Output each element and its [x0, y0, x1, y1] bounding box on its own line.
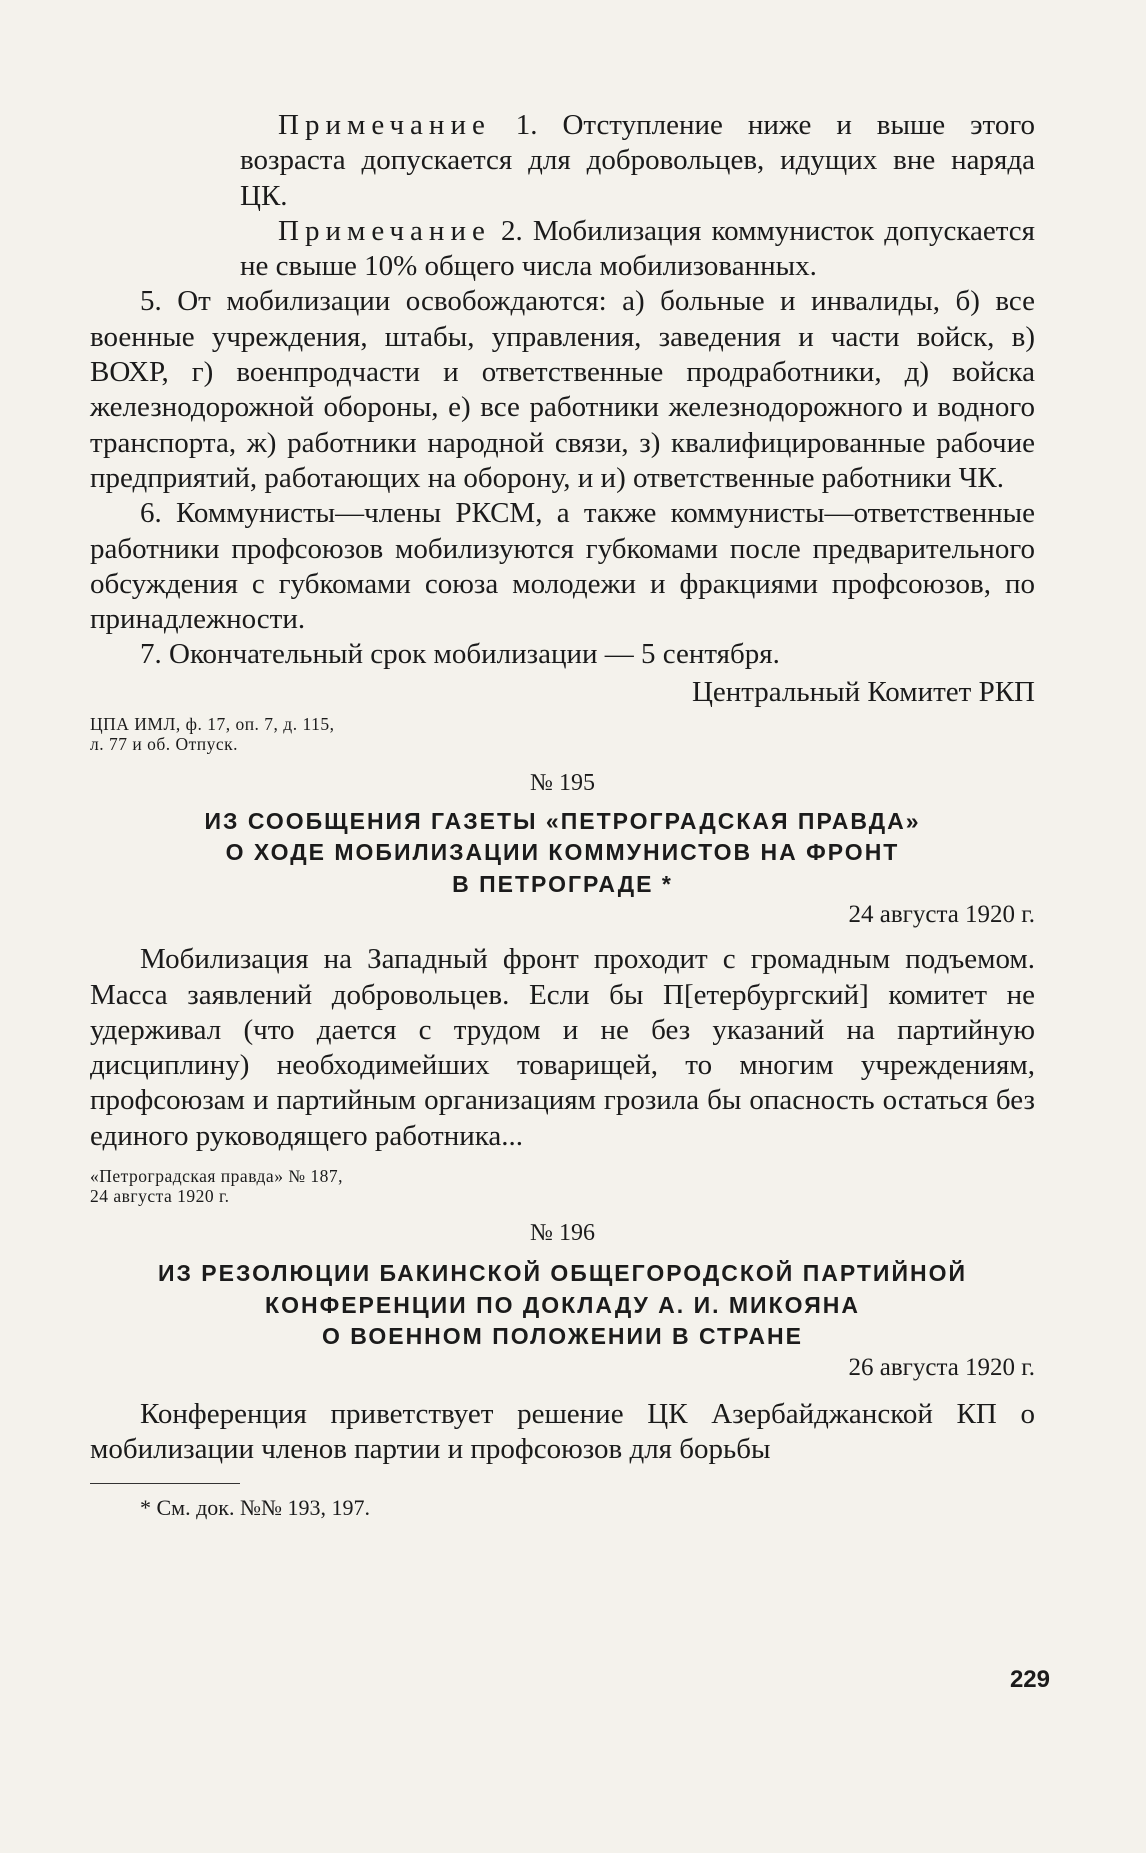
- document-196-body: Конференция приветствует решение ЦК Азербайджанской КП о мобилизации членов партии и профсоюзов для борьбы: [90, 1397, 1035, 1465]
- document-196-title-line-3: О ВОЕННОМ ПОЛОЖЕНИИ В СТРАНЕ: [322, 1323, 803, 1350]
- document-195-body: Мобилизация на Западный фронт проходит с громадным подъемом. Масса заявлений добровольцев. Если бы П[етербургский] комитет не удерживал (что дается с трудом и не без указаний на партийную дисциплину) необходимейших товарищей, то многим учреждениям, профсоюзам и партийным организациям грозила бы опасность остаться без единого руководящего работника...: [90, 943, 1035, 1152]
- note-2-text: 2. Мобилизация коммунисток допускается не свыше 10% общего числа мобилизованных.: [240, 214, 1035, 283]
- signature: Центральный Комитет РКП: [691, 675, 1035, 708]
- footnote: * См. док. №№ 193, 197.: [140, 1495, 370, 1521]
- page-number: 229: [1009, 1666, 1050, 1693]
- document-195: [90, 768, 1035, 1206]
- document-196-date: 26 августа 1920 г.: [848, 1353, 1035, 1381]
- document-196-title-line-2: КОНФЕРЕНЦИИ ПО ДОКЛАДУ А. И. МИКОЯНА: [265, 1291, 860, 1318]
- source-line-2: 24 августа 1920 г.: [90, 1186, 230, 1207]
- document-195-title-line-2: О ХОДЕ МОБИЛИЗАЦИИ КОММУНИСТОВ НА ФРОНТ: [225, 839, 900, 866]
- document-195-title-line-3: В ПЕТРОГРАДЕ *: [452, 870, 673, 897]
- document-195-source: [90, 1166, 1035, 1206]
- document-196-number: № 196: [530, 1220, 595, 1247]
- document-196: [90, 1218, 1035, 1467]
- document-195-number: № 195: [530, 769, 595, 796]
- note-1: [240, 108, 1035, 214]
- note-1-label: Примечание: [278, 109, 491, 141]
- document-195-date: 24 августа 1920 г.: [848, 901, 1035, 929]
- point-5: 5. От мобилизации освобождаются: а) больные и инвалиды, б) все военные учреждения, штабы, управления, заведения и части войск, в) ВОХР, г) военпродчасти и ответственные продработники, д) войска железнодорожной обороны, е) все работники железнодорожного и водного транспорта, ж) работники народной связи, з) квалифицированные рабочие предприятий, работающих на оборону, и и) ответственные работники ЧК.: [90, 285, 1035, 494]
- archive-line-2: л. 77 и об. Отпуск.: [90, 733, 239, 754]
- document-196-title-line-1: ИЗ РЕЗОЛЮЦИИ БАКИНСКОЙ ОБЩЕГОРОДСКОЙ ПАРТИЙНОЙ: [157, 1260, 968, 1287]
- point-6: 6. Коммунисты—члены РКСМ, а также коммунисты—ответственные работники профсоюзов мобилизуются губкомами после предварительного обсуждения с губкомами союза молодежи и фракциями профсоюзов, по принадлежности.: [90, 497, 1035, 636]
- points-list: [90, 284, 1035, 672]
- document-195-title-line-1: ИЗ СООБЩЕНИЯ ГАЗЕТЫ «ПЕТРОГРАДСКАЯ ПРАВДА»: [204, 807, 921, 834]
- document-196-title: [90, 1258, 1035, 1353]
- note-1-text: 1. Отступление ниже и выше этого возраста допускается для добровольцев, идущих вне наряда ЦК.: [240, 109, 1035, 212]
- note-2-label: Примечание: [278, 214, 491, 247]
- document-195-title: [90, 806, 1035, 901]
- point-7: 7. Окончательный срок мобилизации — 5 сентября.: [140, 638, 780, 671]
- archive-line-1: ЦПА ИМЛ, ф. 17, оп. 7, д. 115,: [90, 713, 335, 734]
- source-line-1: «Петроградская правда» № 187,: [90, 1166, 344, 1187]
- footnote-divider: [90, 1483, 240, 1484]
- notes-block: [90, 0, 1035, 284]
- note-2: [240, 214, 1035, 285]
- archive-reference-1: [90, 714, 1035, 754]
